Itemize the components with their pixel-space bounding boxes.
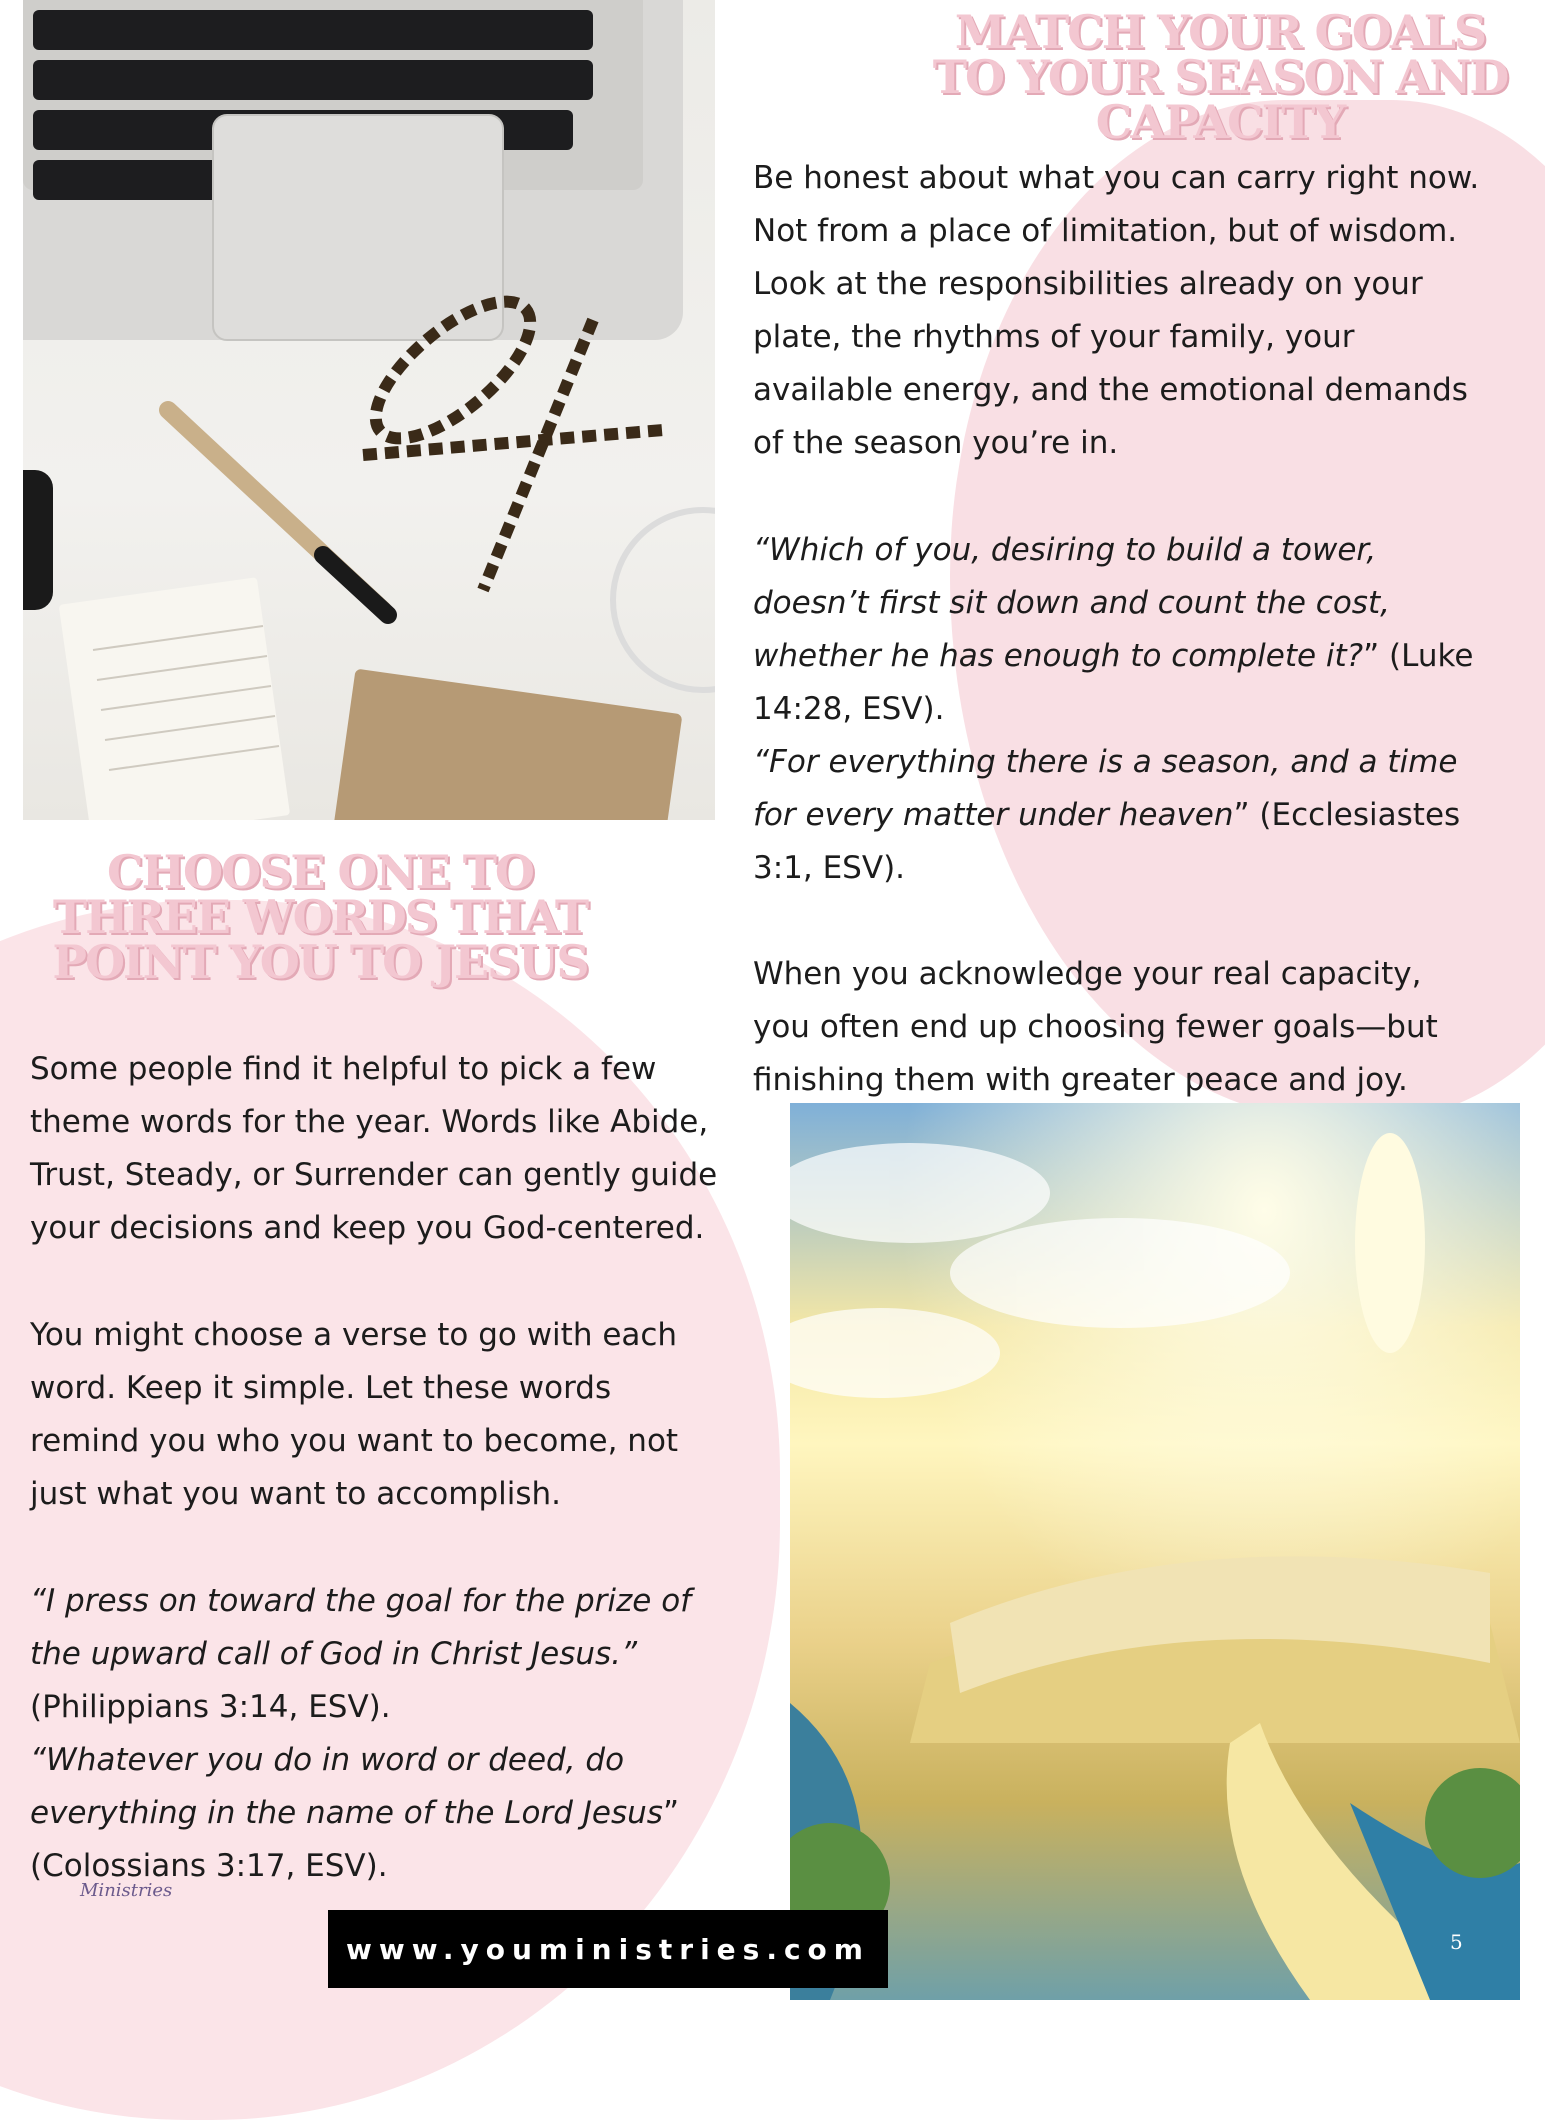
choose-scripture-quotes (30, 1575, 770, 1893)
quote-italic-line: for every matter under heaven (753, 797, 1234, 833)
quote-reference: 14:28, ESV). (753, 691, 945, 727)
desk-photo-illustration (23, 0, 715, 820)
page-number: 5 (1450, 1930, 1463, 1954)
heavenly-city-painting (790, 1103, 1520, 2000)
text-line: Trust, Steady, or Surrender can gently guide (30, 1157, 718, 1193)
quote-reference: ” (Ecclesiastes (1233, 797, 1461, 833)
quote-italic-line: everything in the name of the Lord Jesus (30, 1795, 663, 1831)
text-line: of the season you’re in. (753, 425, 1119, 461)
quote-reference: ” (662, 1795, 679, 1831)
heading-line: POINT YOU TO JESUS (52, 935, 588, 989)
text-line: finishing them with greater peace and joy. (753, 1062, 1408, 1098)
choose-paragraph-2 (30, 1309, 770, 1521)
match-paragraph (753, 152, 1533, 470)
quote-reference: ” (Luke (1363, 638, 1474, 674)
heading-line: THREE WORDS THAT (52, 890, 588, 944)
text-line: You might choose a verse to go with each (30, 1317, 678, 1353)
text-line: just what you want to accomplish. (30, 1476, 562, 1512)
quote-italic-line: “I press on toward the goal for the prize of (30, 1583, 692, 1619)
text-line: plate, the rhythms of your family, your (753, 319, 1355, 355)
text-line: word. Keep it simple. Let these words (30, 1370, 612, 1406)
quote-italic-line: “Whatever you do in word or deed, do (30, 1742, 625, 1778)
text-line: available energy, and the emotional demands (753, 372, 1468, 408)
text-line: When you acknowledge your real capacity, (753, 956, 1422, 992)
text-line: your decisions and keep you God-centered. (30, 1210, 705, 1246)
quote-italic-line: the upward call of God in Christ Jesus.” (30, 1636, 638, 1672)
text-line: Look at the responsibilities already on your (753, 266, 1423, 302)
quote-italic-line: “Which of you, desiring to build a tower, (753, 532, 1377, 568)
text-line: Some people find it helpful to pick a few (30, 1051, 657, 1087)
text-line: remind you who you want to become, not (30, 1423, 679, 1459)
quote-reference: (Philippians 3:14, ESV). (30, 1689, 391, 1725)
match-scripture-quotes (753, 524, 1533, 895)
text-line: theme words for the year. Words like Abide, (30, 1104, 709, 1140)
quote-reference: 3:1, ESV). (753, 850, 906, 886)
quote-italic-line: “For everything there is a season, and a time (753, 744, 1458, 780)
choose-paragraph-1 (30, 1043, 770, 1255)
quote-italic-line: doesn’t first sit down and count the cost, (753, 585, 1390, 621)
heading-choose-words (25, 845, 615, 989)
match-closing (753, 948, 1533, 1107)
text-line: Not from a place of limitation, but of wisdom. (753, 213, 1458, 249)
heading-line: MATCH YOUR GOALS (954, 5, 1486, 59)
heading-line: TO YOUR SEASON AND (932, 50, 1508, 104)
text-line: Be honest about what you can carry right now. (753, 160, 1480, 196)
heading-match-goals (900, 5, 1540, 149)
heading-line: CAPACITY (1095, 95, 1345, 149)
heavenly-city-illustration (790, 1103, 1520, 2000)
heading-line: CHOOSE ONE TO (106, 845, 533, 899)
quote-italic-line: whether he has enough to complete it? (753, 638, 1364, 674)
desk-photo (23, 0, 715, 820)
website-url-link[interactable]: www.youministries.com (328, 1910, 888, 1988)
text-line: you often end up choosing fewer goals—but (753, 1009, 1438, 1045)
quote-reference: (Colossians 3:17, ESV). (30, 1848, 388, 1884)
ministries-logo: Ministries (80, 1880, 173, 1901)
